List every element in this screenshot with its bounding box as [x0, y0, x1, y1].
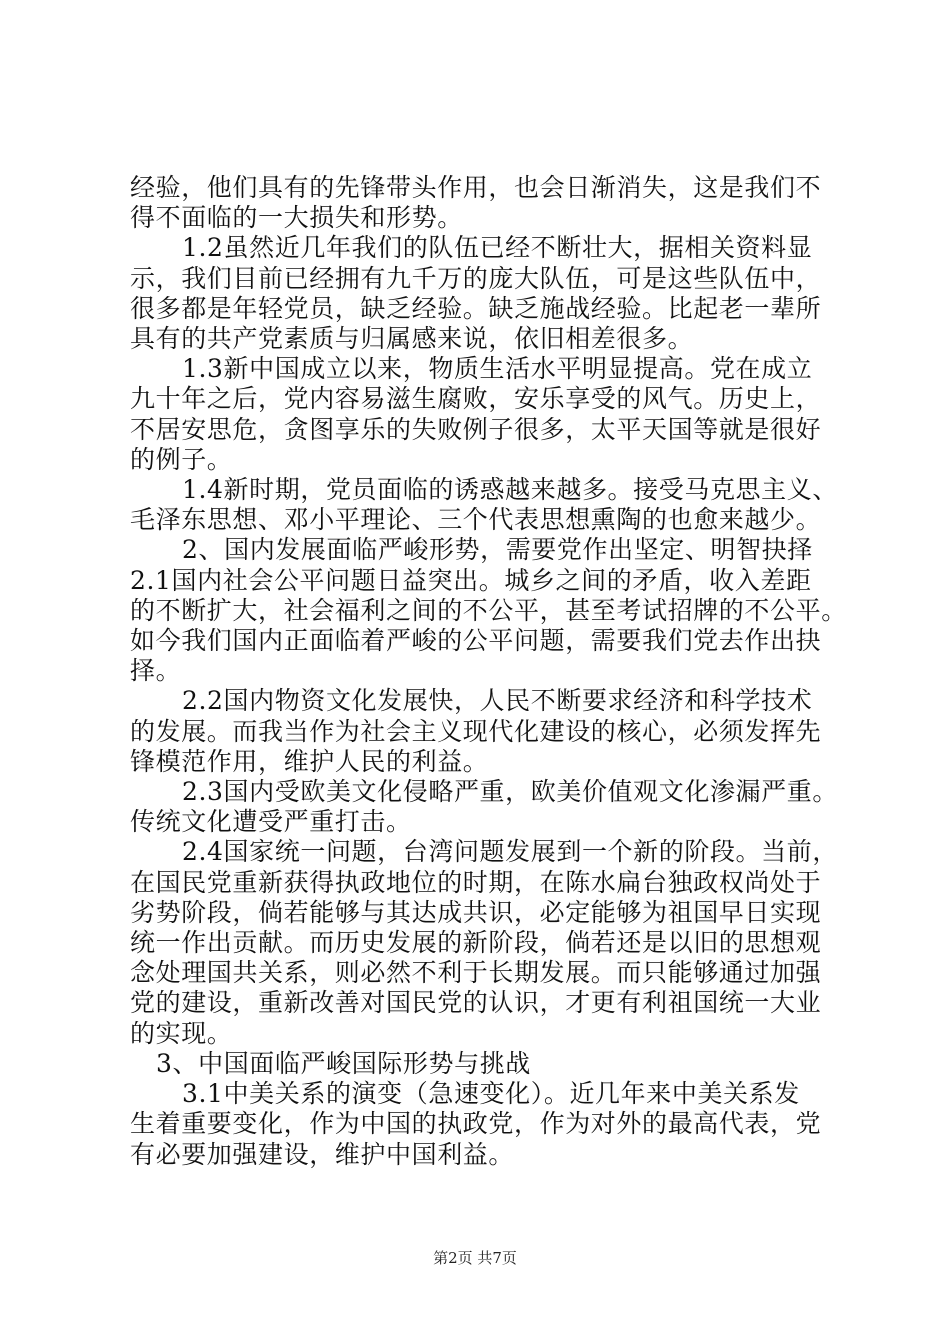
text-line: 2.3国内受欧美文化侵略严重，欧美价值观文化渗漏严重。 [182, 777, 838, 807]
text-line: 1.4新时期，党员面临的诱惑越来越多。接受马克思主义、 [182, 475, 838, 505]
text-line: 在国民党重新获得执政地位的时期，在陈水扁台独政权尚处于 [130, 867, 822, 897]
page-number-footer: 第2页 共7页 [433, 1249, 517, 1267]
text-line: 具有的共产党素质与归属感来说，依旧相差很多。 [130, 324, 694, 354]
text-line: 的发展。而我当作为社会主义现代化建设的核心，必须发挥先 [130, 716, 822, 746]
text-line: 锋模范作用，维护人民的利益。 [130, 746, 489, 776]
text-line: 经验，他们具有的先锋带头作用，也会日渐消失，这是我们不 [130, 173, 822, 202]
section-heading: 3、中国面临严峻国际形势与挑战 [156, 1048, 531, 1078]
text-line: 党的建设，重新改善对国民党的认识，才更有利祖国统一大业 [130, 988, 822, 1018]
text-line: 3.1中美关系的演变（急速变化）。近几年来中美关系发 [182, 1079, 800, 1109]
text-line: 很多都是年轻党员，缺乏经验。缺乏施战经验。比起老一辈所 [130, 293, 822, 323]
text-line: 九十年之后，党内容易滋生腐败，安乐享受的风气。历史上， [130, 384, 822, 414]
text-line: 择。 [130, 656, 182, 686]
text-line: 传统文化遭受严重打击。 [130, 807, 412, 837]
text-line: 1.2虽然近几年我们的队伍已经不断壮大，据相关资料显 [182, 233, 813, 263]
text-line: 的不断扩大，社会福利之间的不公平，甚至考试招牌的不公平。 [130, 595, 847, 625]
text-line: 如今我们国内正面临着严峻的公平问题，需要我们党去作出抉 [130, 626, 822, 656]
text-line: 生着重要变化，作为中国的执政党，作为对外的最高代表，党 [130, 1109, 822, 1139]
text-line: 2.2国内物资文化发展快，人民不断要求经济和科学技术 [182, 686, 813, 716]
text-line: 2.4国家统一问题，台湾问题发展到一个新的阶段。当前， [182, 837, 838, 867]
text-line: 示，我们目前已经拥有九千万的庞大队伍，可是这些队伍中， [130, 263, 822, 293]
text-line: 1.3新中国成立以来，物质生活水平明显提高。党在成立 [182, 354, 813, 384]
text-line: 的实现。 [130, 1018, 233, 1048]
text-line: 劣势阶段，倘若能够与其达成共识，必定能够为祖国早日实现 [130, 897, 822, 927]
text-line: 的例子。 [130, 444, 233, 474]
text-line: 有必要加强建设，维护中国利益。 [130, 1139, 515, 1169]
section-heading: 2、国内发展面临严峻形势，需要党作出坚定、明智抉择 [182, 535, 813, 565]
text-line: 不居安思危，贪图享乐的失败例子很多，太平天国等就是很好 [130, 414, 822, 444]
text-line: 统一作出贡献。而历史发展的新阶段，倘若还是以旧的思想观 [130, 928, 822, 958]
body-text [130, 173, 847, 1170]
text-line: 得不面临的一大损失和形势。 [130, 203, 463, 233]
text-line: 2.1国内社会公平问题日益突出。城乡之间的矛盾，收入差距 [130, 565, 812, 595]
text-line: 念处理国共关系，则必然不利于长期发展。而只能够通过加强 [130, 958, 822, 988]
text-line: 毛泽东思想、邓小平理论、三个代表思想熏陶的也愈来越少。 [130, 505, 822, 535]
